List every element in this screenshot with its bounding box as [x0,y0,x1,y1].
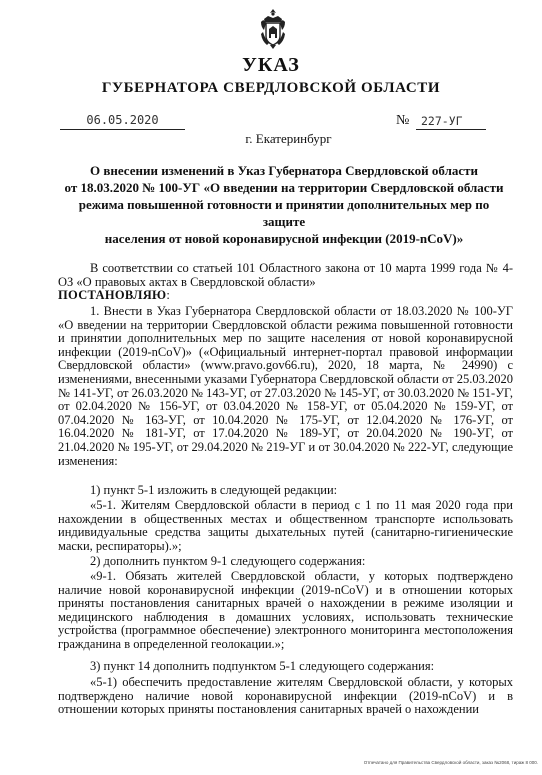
amendment-3-text-block [58,676,513,717]
document-title: УКАЗ [242,54,300,76]
heading-line: О внесении изменений в Указ Губернатора Свердловской области [89,163,479,178]
heading-line: режима повышенной готовности и принятии дополнительных мер по защите [78,197,490,229]
paragraph-1: 1. Внести в Указ Губернатора Свердловской области от 18.03.2020 № 100-УГ «О введении на территории Свердловской области режима повышенной готовности и принятии дополнительных мер по защите населения от новой коронавирусной инфекции (2019-nCoV)» («Официальный интернет-портал правовой информации Свердловской области» (www.pravo.gov66.ru), 2020, 18 марта, № 24990) с изменениями, внесенными указами Губернатора Свердловской области от 25.03.2020 № 141-УГ, от 26.03.2020 № 143-УГ, от 27.03.2020 № 145-УГ, от 30.03.2020 № 151-УГ, от 02.04.2020 № 156-УГ, от 03.04.2020 № 158-УГ, от 05.04.2020 № 159-УГ, от 07.04.2020 № 163-УГ, от 10.04.2020 № 175-УГ, от 12.04.2020 № 176-УГ, от 16.04.2020 № 181-УГ, от 17.04.2020 № 189-УГ, от 20.04.2020 № 190-УГ, от 21.04.2020 № 195-УГ, от 29.04.2020 № 219-УГ и от 30.04.2020 № 222-УГ, следующие изменения: [58,304,513,468]
heading-line: населения от новой коронавирусной инфекции (2019-nCoV)» [104,231,464,246]
coat-of-arms-icon [259,8,287,50]
amendment-1-block [58,484,513,498]
preamble-paragraph: В соответствии со статьей 101 Областного закона от 10 марта 1999 года № 4-ОЗ «О правовых актах в Свердловской области» [58,261,513,289]
print-footer-note: Отпечатано для Правительства Свердловской области, заказ №2068, тираж 8 000. [363,760,538,765]
amendment-2-text-block [58,570,513,652]
decree-number: 227-УГ [421,114,463,128]
number-sign: № [396,113,410,128]
decree-date: 06.05.2020 [86,113,159,127]
document-subtitle: ГУБЕРНАТОРА СВЕРДЛОВСКОЙ ОБЛАСТИ [101,80,441,96]
amendment-2-text: «9-1. Обязать жителей Свердловской области, у которых подтверждено наличие новой коронавирусной инфекции (2019-nCoV) и в отношении которых приняты постановления санитарных врачей о нахождении в режиме изоляции и медицинского наблюдения в домашних условиях, использовать технические устройства (программное обеспечение) электронного мониторинга местоположения гражданина в определенной геолокации.»; [58,569,513,651]
amendment-1-text-block [58,499,513,553]
number-underline [416,129,486,130]
amendment-1-text: «5-1. Жителям Свердловской области в период с 1 по 11 мая 2020 года при нахождении в общественных местах и общественном транспорте использовать индивидуальные средства защиты дыхательных путей (санитарно-гигиенические маски, респираторы).»; [58,498,513,553]
postanovlyayu-word: ПОСТАНОВЛЯЮ [58,288,167,303]
amendment-3-text: «5-1) обеспечить предоставление жителям Свердловской области, у которых подтверждено наличие новой коронавирусной инфекции (2019-nCoV) и в отношении которых приняты постановления санитарных врачей о нахождении [58,675,513,717]
city-line: г. Екатеринбург [245,131,332,146]
amendment-2-intro: 2) дополнить пунктом 9-1 следующего содержания: [90,554,366,568]
amendment-2-block [58,555,513,569]
amendment-3-intro: 3) пункт 14 дополнить подпунктом 5-1 следующего содержания: [90,659,435,673]
amendment-3-block [58,660,513,674]
heading-line: от 18.03.2020 № 100-УГ «О введении на территории Свердловской области [64,180,504,195]
decree-body [58,262,513,303]
amendments-block [58,305,513,468]
decree-heading [58,162,510,247]
amendment-1-intro: 1) пункт 5-1 изложить в следующей редакции: [90,483,338,497]
date-underline [60,129,185,130]
postanovlyayu-line: ПОСТАНОВЛЯЮ: [58,288,170,303]
